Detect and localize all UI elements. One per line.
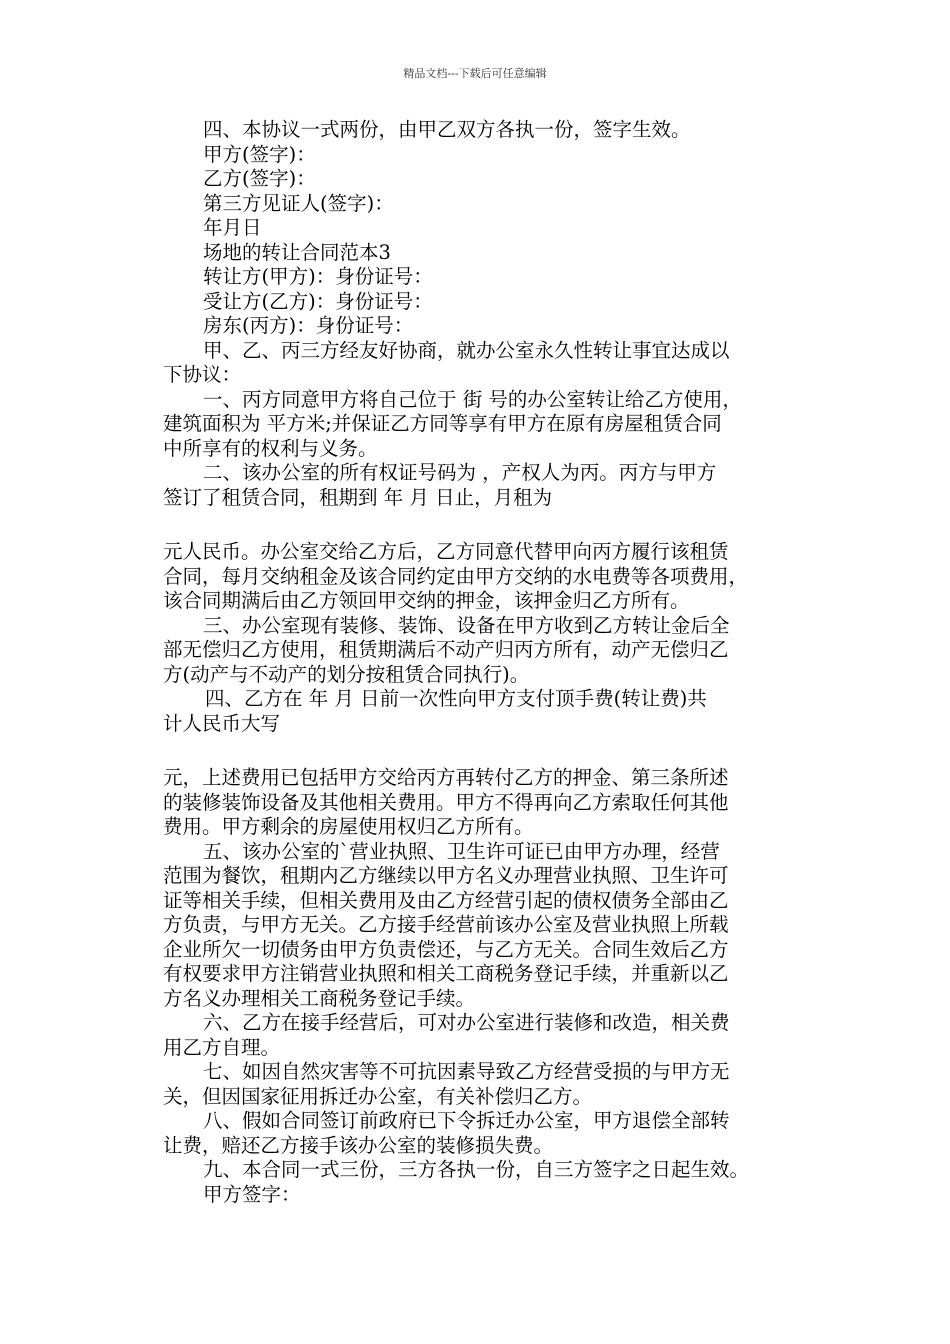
text-line: 合同，每月交纳租金及该合同约定由甲方交纳的水电费等各项费用，	[163, 564, 749, 588]
text-line: 场地的转让合同范本3	[203, 240, 391, 264]
blank-gap	[163, 510, 813, 540]
text-line: 方负责，与甲方无关。乙方接手经营前该办公室及营业执照上所载	[163, 913, 729, 936]
text-line: 费用。甲方剩余的房屋使用权归乙方所有。	[163, 815, 534, 838]
text-line: 的装修装饰设备及其他相关费用。甲方不得再向乙方索取任何其他	[163, 790, 729, 814]
text-line: 八、假如合同签订前政府已下令拆迁办公室，甲方退偿全部转	[203, 1109, 730, 1132]
text-line: 方名义办理相关工商税务登记手续。	[163, 986, 476, 1010]
blank-gap	[163, 736, 813, 766]
text-line: 受让方(乙方)：身份证号：	[203, 289, 433, 313]
text-line: 范围为餐饮，租期内乙方继续以甲方名义办理营业执照、卫生许可	[163, 864, 729, 887]
text-line: 甲方(签字)：	[203, 142, 316, 166]
text-line: 甲方签字：	[203, 1182, 301, 1206]
text-line: 用乙方自理。	[163, 1035, 281, 1059]
text-line: 方(动产与不动产的划分按租赁合同执行)。	[163, 662, 530, 686]
text-line: 计人民币大写	[163, 711, 281, 735]
text-line: 四、乙方在 年 月 日前一次性向甲方支付顶手费(转让费)共	[205, 687, 707, 710]
text-line: 签订了租赁合同，租期到 年 月 日止，月租为	[163, 485, 553, 509]
text-line: 让费，赔还乙方接手该办公室的装修损失费。	[163, 1133, 554, 1157]
text-line: 元，上述费用已包括甲方交给丙方再转付乙方的押金、第三条所述	[163, 766, 729, 789]
text-line: 五、该办公室的`营业执照、卫生许可证已由甲方办理，经营	[203, 839, 720, 863]
text-line: 房东(丙方)：身份证号：	[203, 314, 414, 337]
text-line: 甲、乙、丙三方经友好协商，就办公室永久性转让事宜达成以	[203, 338, 730, 362]
document-body	[163, 118, 813, 1207]
text-line: 证等相关手续，但相关费用及由乙方经营引起的债权债务全部由乙	[163, 888, 729, 912]
text-line: 元人民币。办公室交给乙方后，乙方同意代替甲向丙方履行该租赁	[163, 540, 729, 563]
text-line: 该合同期满后由乙方领回甲交纳的押金，该押金归乙方所有。	[163, 589, 690, 612]
text-line: 关，但因国家征用拆迁办公室，有关补偿归乙方。	[163, 1084, 593, 1108]
text-line: 企业所欠一切债务由甲方负责偿还，与乙方无关。合同生效后乙方	[163, 937, 729, 961]
text-line: 二、该办公室的所有权证号码为 ，产权人为丙。丙方与甲方	[203, 461, 717, 484]
text-line: 建筑面积为 平方米;并保证乙方同等享有甲方在原有房屋租赁合同	[163, 412, 722, 435]
text-line: 有权要求甲方注销营业执照和相关工商税务登记手续，并重新以乙	[163, 962, 729, 985]
text-line: 四、本协议一式两份，由甲乙双方各执一份，签字生效。	[203, 118, 691, 141]
text-line: 七、如因自然灾害等不可抗因素导致乙方经营受损的与甲方无	[203, 1060, 730, 1083]
text-line: 乙方(签字)：	[203, 167, 316, 190]
text-line: 六、乙方在接手经营后，可对办公室进行装修和改造，相关费	[203, 1011, 730, 1034]
text-line: 三、办公室现有装修、装饰、设备在甲方收到乙方转让金后全	[203, 613, 730, 637]
text-line: 转让方(甲方)：身份证号：	[203, 265, 433, 288]
text-line: 中所享有的权利与义务。	[163, 436, 378, 460]
text-line: 下协议：	[163, 363, 242, 386]
text-line: 年月日	[203, 216, 262, 239]
text-line: 一、丙方同意甲方将自己位于 街 号的办公室转让给乙方使用，	[203, 387, 742, 411]
text-line: 第三方见证人(签字)：	[203, 191, 394, 215]
header-note: 精品文档---下载后可任意编辑	[403, 67, 547, 80]
text-line: 部无偿归乙方使用，租赁期满后不动产归丙方所有，动产无偿归乙	[163, 638, 729, 661]
text-line: 九、本合同一式三份，三方各执一份，自三方签字之日起生效。	[203, 1158, 750, 1181]
